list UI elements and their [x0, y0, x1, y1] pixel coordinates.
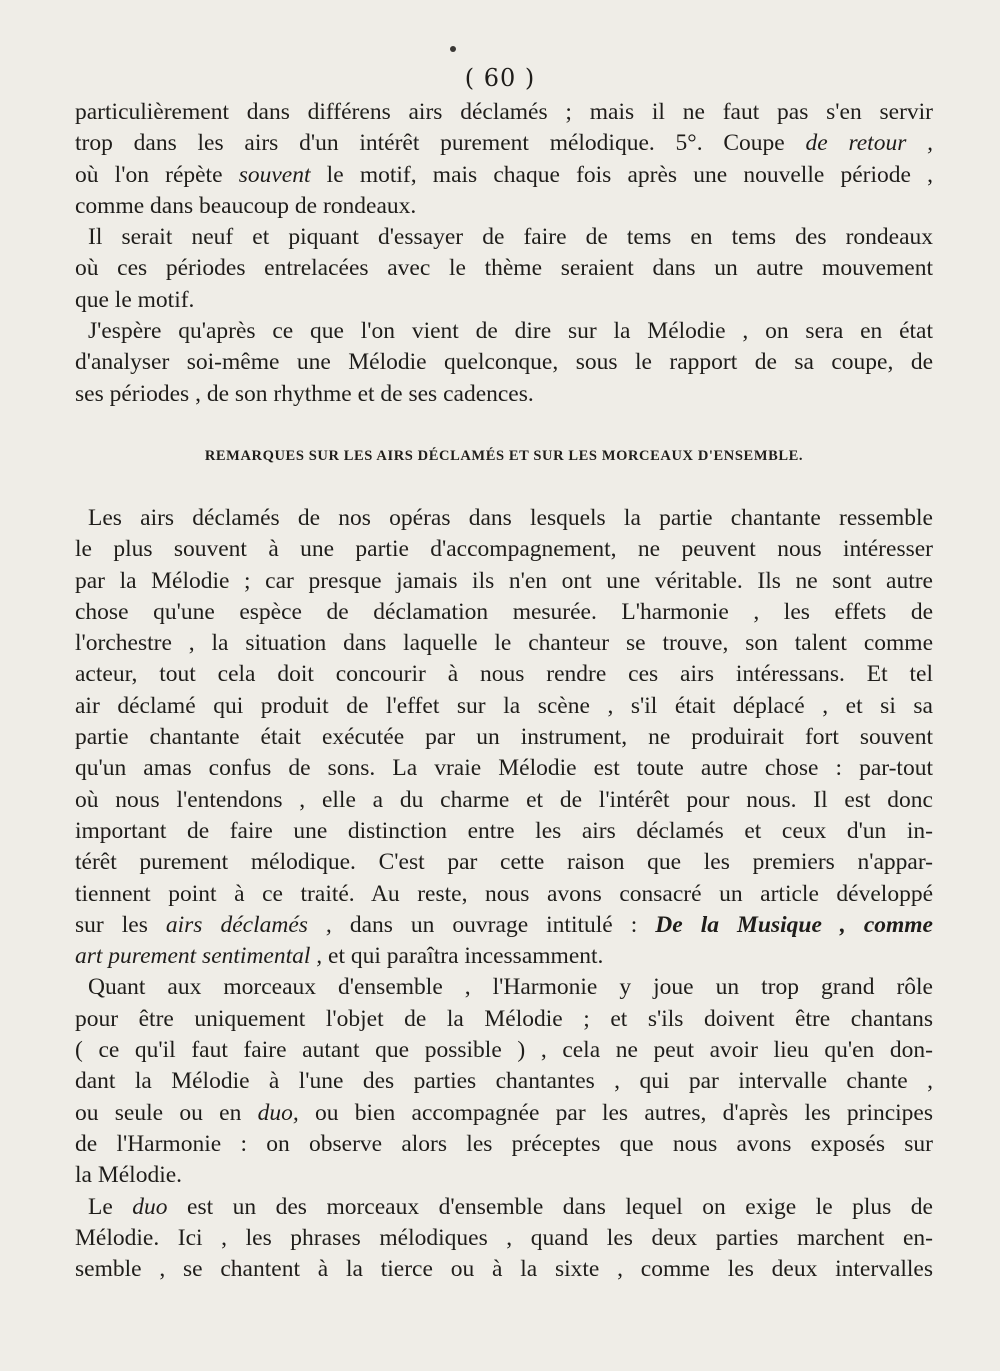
text-line: Mélodie. Ici , les phrases mélodiques , quand les deux parties marchent en-	[75, 1224, 933, 1251]
text-line: dant la Mélodie à l'une des parties chantantes , qui par intervalle chante ,	[75, 1068, 933, 1095]
ink-dot	[450, 46, 456, 52]
text-line: comme dans beaucoup de rondeaux.	[75, 192, 417, 219]
text-line: la Mélodie.	[75, 1162, 183, 1189]
text-line: ses périodes , de son rhythme et de ses cadences.	[75, 380, 534, 407]
text-line: qu'un amas confus de sons. La vraie Mélodie est toute autre chose : par-tout	[75, 755, 933, 782]
text-line: sur les airs déclamés , dans un ouvrage intitulé : De la Musique , comme	[75, 911, 933, 938]
text-line: de l'Harmonie : on observe alors les préceptes que nous avons exposés sur	[75, 1130, 933, 1157]
text-line: où ces périodes entrelacées avec le thème seraient dans un autre mouvement	[75, 255, 933, 282]
text-line: où l'on répète souvent le motif, mais chaque fois après une nouvelle période ,	[75, 161, 933, 188]
text-line: particulièrement dans différens airs déclamés ; mais il ne faut pas s'en servir	[75, 99, 933, 125]
text-line: chose qu'une espèce de déclamation mesurée. L'harmonie , les effets de	[75, 598, 933, 625]
text-line: acteur, tout cela doit concourir à nous rendre ces airs intéressans. Et tel	[75, 661, 933, 688]
text-line: Il serait neuf et piquant d'essayer de faire de tems en tems des rondeaux	[88, 224, 933, 251]
text-block-bottom	[75, 503, 933, 1285]
text-line: le plus souvent à une partie d'accompagnement, ne peuvent nous intéresser	[75, 536, 933, 563]
text-line: pour être uniquement l'objet de la Mélodie ; et s'ils doivent être chantans	[75, 1005, 933, 1032]
page-number: ( 60 )	[464, 64, 536, 92]
section-heading: REMARQUES SUR LES AIRS DÉCLAMÉS ET SUR LES MORCEAUX D'ENSEMBLE.	[204, 448, 804, 464]
text-line: que le motif.	[75, 286, 195, 313]
text-line: Quant aux morceaux d'ensemble , l'Harmonie y joue un trop grand rôle	[88, 974, 933, 1001]
text-line: partie chantante était exécutée par un instrument, ne produirait fort souvent	[75, 724, 933, 751]
text-line: semble , se chantent à la tierce ou à la sixte , comme les deux intervalles	[75, 1256, 933, 1283]
text-line: ( ce qu'il faut faire autant que possible ) , cela ne peut avoir lieu qu'en don-	[75, 1037, 933, 1064]
text-line: d'analyser soi-même une Mélodie quelconque, sous le rapport de sa coupe, de	[75, 349, 933, 376]
text-line: air déclamé qui produit de l'effet sur la scène , s'il était déplacé , et si sa	[75, 692, 933, 719]
text-line: important de faire une distinction entre les airs déclamés et ceux d'un in-	[75, 817, 933, 844]
text-line: ou seule ou en duo, ou bien accompagnée par les autres, d'après les principes	[75, 1099, 934, 1126]
text-line: tiennent point à ce traité. Au reste, nous avons consacré un article développé	[75, 880, 933, 907]
text-line: art purement sentimental , et qui paraîtra incessamment.	[75, 943, 604, 970]
text-line: trop dans les airs d'un intérêt purement mélodique. 5°. Coupe de retour ,	[75, 130, 933, 157]
text-line: Le duo est un des morceaux d'ensemble dans lequel on exige le plus de	[88, 1193, 933, 1220]
text-line: l'orchestre , la situation dans laquelle le chanteur se trouve, son talent comme	[75, 630, 933, 657]
text-line: par la Mélodie ; car presque jamais ils n'en ont une véritable. Ils ne sont autre	[75, 567, 933, 594]
text-line: térêt purement mélodique. C'est par cette raison que les premiers n'appar-	[75, 849, 933, 876]
text-line: où nous l'entendons , elle a du charme et de l'intérêt pour nous. Il est donc	[75, 786, 933, 813]
text-block-top	[75, 97, 933, 410]
text-line: Les airs déclamés de nos opéras dans lesquels la partie chantante ressemble	[88, 505, 933, 531]
text-line: J'espère qu'après ce que l'on vient de dire sur la Mélodie , on sera en état	[88, 318, 933, 345]
